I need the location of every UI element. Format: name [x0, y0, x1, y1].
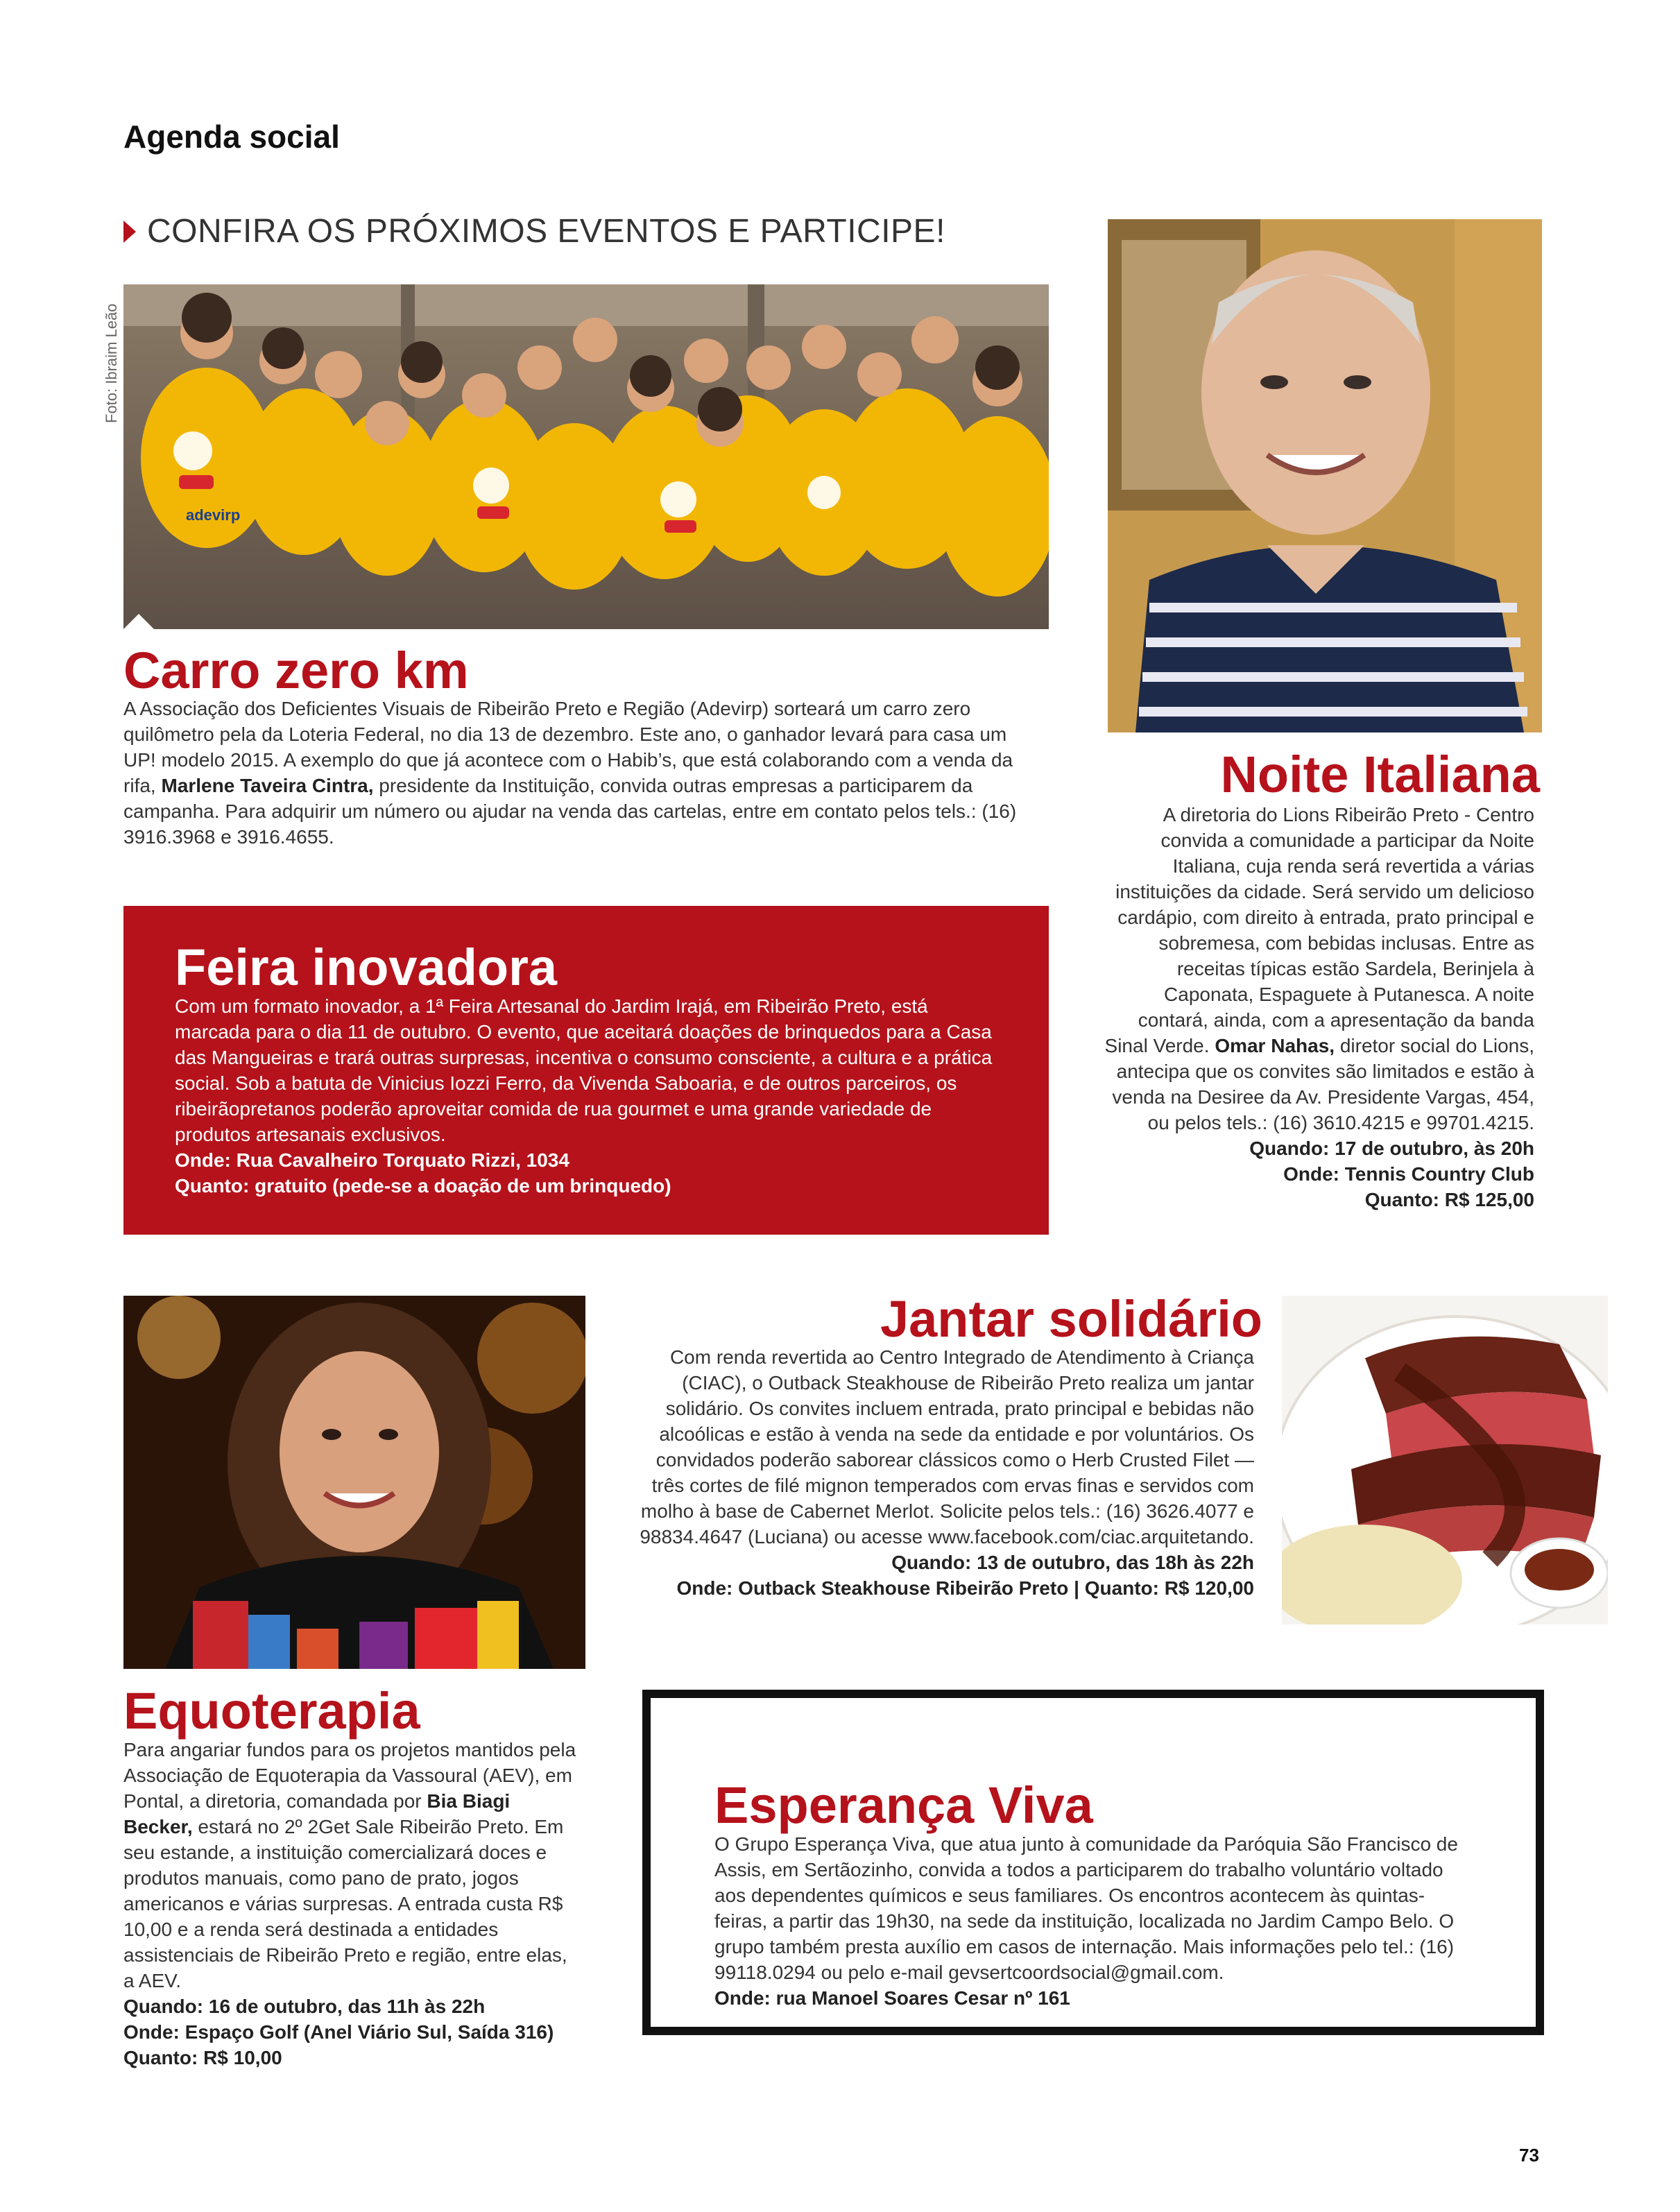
noite-quando: Quando: 17 de outubro, às 20h	[1249, 1138, 1534, 1159]
jantar-onde: Onde: Outback Steakhouse Ribeirão Preto | Quanto: R$ 120,00	[676, 1577, 1254, 1599]
kicker	[123, 212, 945, 250]
photo-credit: Foto: Ibraim Leão	[103, 303, 120, 423]
equo-body: Para angariar fundos para os projetos mantidos pela Associação de Equoterapia da Vassoural (AEV), em Pontal, a diretoria, comandada por Bia Biagi Becker, estará no 2º 2Get Sale Ribeirão Preto. Em seu estande, a instituição comercializará doces e produtos manuais, como pano de prato, jogos americanos e várias surpresas. A entrada custa R$ 10,00 e a renda será destinada a entidades assistenciais de Ribeirão Preto e região, entre elas, a AEV. Quando: 16 de outubro, das 11h às 22h Onde: Espaço Golf (Anel Viário Sul, Saída 316) Quanto: R$ 10,00	[123, 1737, 581, 2070]
esperanca-onde: Onde: rua Manoel Soares Cesar nº 161	[714, 1987, 1070, 2009]
esperanca-title: Esperança Viva	[714, 1776, 1093, 1834]
triangle-bullet-icon	[123, 221, 136, 243]
feira-title: Feira inovadora	[175, 938, 558, 996]
kicker-text: CONFIRA OS PRÓXIMOS EVENTOS E PARTICIPE!	[147, 213, 945, 250]
esperanca-box	[642, 1690, 1544, 2035]
jantar-body: Com renda revertida ao Centro Integrado de Atendimento à Criança (CIAC), o Outback Steakhouse de Ribeirão Preto realiza um jantar solidário. Os convites incluem entrada, prato principal e bebidas não alcoólicas e estão à venda na sede da entidade e por voluntários. Os convidados poderão saborear clássicos como o Herb Crusted Filet — três cortes de filé mignon temperados com ervas finas e servidos com molho à base de Cabernet Merlot. Solicite pelos tels.: (16) 3626.4077 e 98834.4647 (Luciana) ou acesse www.facebook.com/ciac.arquitetando. Quando: 13 de outubro, das 18h às 22h Onde: Outback Steakhouse Ribeirão Preto | Quanto: R$ 120,00	[631, 1344, 1254, 1601]
carro-name: Marlene Taveira Cintra,	[161, 775, 374, 796]
esperanca-body: O Grupo Esperança Viva, que atua junto à comunidade da Paróquia São Francisco de Assis, em Sertãozinho, convida a todos a participarem do trabalho voluntário voltado aos dependentes químicos e seus familiares. Os encontros acontecem às quintas-feiras, a partir das 19h30, na sede da instituição, localizada no Jardim Campo Belo. O grupo também presta auxílio em casos de internação. Mais informações pelo tel.: (16) 99118.0294 ou pelo e-mail gevsertcoordsocial@gmail.com. Onde: rua Manoel Soares Cesar nº 161	[714, 1831, 1464, 2011]
noite-name: Omar Nahas,	[1215, 1035, 1335, 1056]
shirt-logo-text: adevirp	[186, 506, 241, 524]
lions-director-photo	[1108, 219, 1542, 732]
feira-quanto: Quanto: gratuito (pede-se a doação de um brinquedo)	[175, 1175, 671, 1197]
noite-body: A diretoria do Lions Ribeirão Preto - Centro convida a comunidade a participar da Noite Italiana, cuja renda será revertida a várias instituições da cidade. Será servido um delicioso cardápio, com direito à entrada, prato principal e sobremesa, com bebidas inclusas. Entre as receitas típicas estão Sardela, Berinjela à Caponata, Espaguete à Putanesca. A noite contará, ainda, com a apresentação da banda Sinal Verde. Omar Nahas, diretor social do Lions, antecipa que os convites são limitados e estão à venda na Desiree da Av. Presidente Vargas, 454, ou pelos tels.: (16) 3610.4215 e 99701.4215. Quando: 17 de outubro, às 20h Onde: Tennis Country Club Quanto: R$ 125,00	[1103, 802, 1534, 1212]
section-title: Agenda social	[123, 119, 340, 155]
equoterapia-director-photo	[123, 1296, 585, 1669]
equo-title: Equoterapia	[123, 1682, 420, 1740]
jantar-quando: Quando: 13 de outubro, das 18h às 22h	[891, 1552, 1254, 1573]
noite-quanto: Quanto: R$ 125,00	[1364, 1189, 1534, 1210]
carro-body: A Associação dos Deficientes Visuais de Ribeirão Preto e Região (Adevirp) sorteará um carro zero quilômetro pela da Loteria Federal, no dia 13 de dezembro. Este ano, o ganhador levará para casa um UP! modelo 2015. A exemplo do que já acontece com o Habib’s, que está colaborando com a venda da rifa, Marlene Taveira Cintra, presidente da Instituição, convida outras empresas a participarem da campanha. Para adquirir um número ou ajudar na venda das cartelas, entre em contato pelos tels.: (16) 3916.3968 e 3916.4655.	[123, 698, 1017, 848]
page-number: 73	[1519, 2145, 1539, 2166]
steak-photo	[1282, 1296, 1608, 1624]
feira-body: Com um formato inovador, a 1ª Feira Artesanal do Jardim Irajá, em Ribeirão Preto, está marcada para o dia 11 de outubro. O evento, que aceitará doações de brinquedos para a Casa das Mangueiras e trará outras surpresas, incentiva o consumo consciente, a cultura e a prática social. Sob a batuta de Vinicius Iozzi Ferro, da Vivenda Saboaria, e de outros parceiros, os ribeirãopretanos poderão aproveitar comida de rua gourmet e uma grande variedade de produtos artesanais exclusivos. Onde: Rua Cavalheiro Torquato Rizzi, 1034 Quanto: gratuito (pede-se a doação de um brinquedo)	[175, 995, 993, 1197]
feira-box	[123, 906, 1049, 1235]
equo-onde: Onde: Espaço Golf (Anel Viário Sul, Saída 316)	[123, 2021, 554, 2043]
noite-title: Noite Italiana	[1220, 746, 1540, 803]
group-photo	[123, 284, 1049, 629]
equo-quanto: Quanto: R$ 10,00	[123, 2047, 282, 2068]
feira-onde: Onde: Rua Cavalheiro Torquato Rizzi, 1034	[175, 1149, 569, 1171]
jantar-title: Jantar solidário	[880, 1290, 1262, 1348]
equo-name: Bia Biagi Becker,	[123, 1790, 511, 1837]
carro-title: Carro zero km	[123, 642, 469, 699]
equo-quando: Quando: 16 de outubro, das 11h às 22h	[123, 1996, 486, 2017]
noite-onde: Onde: Tennis Country Club	[1283, 1163, 1534, 1185]
